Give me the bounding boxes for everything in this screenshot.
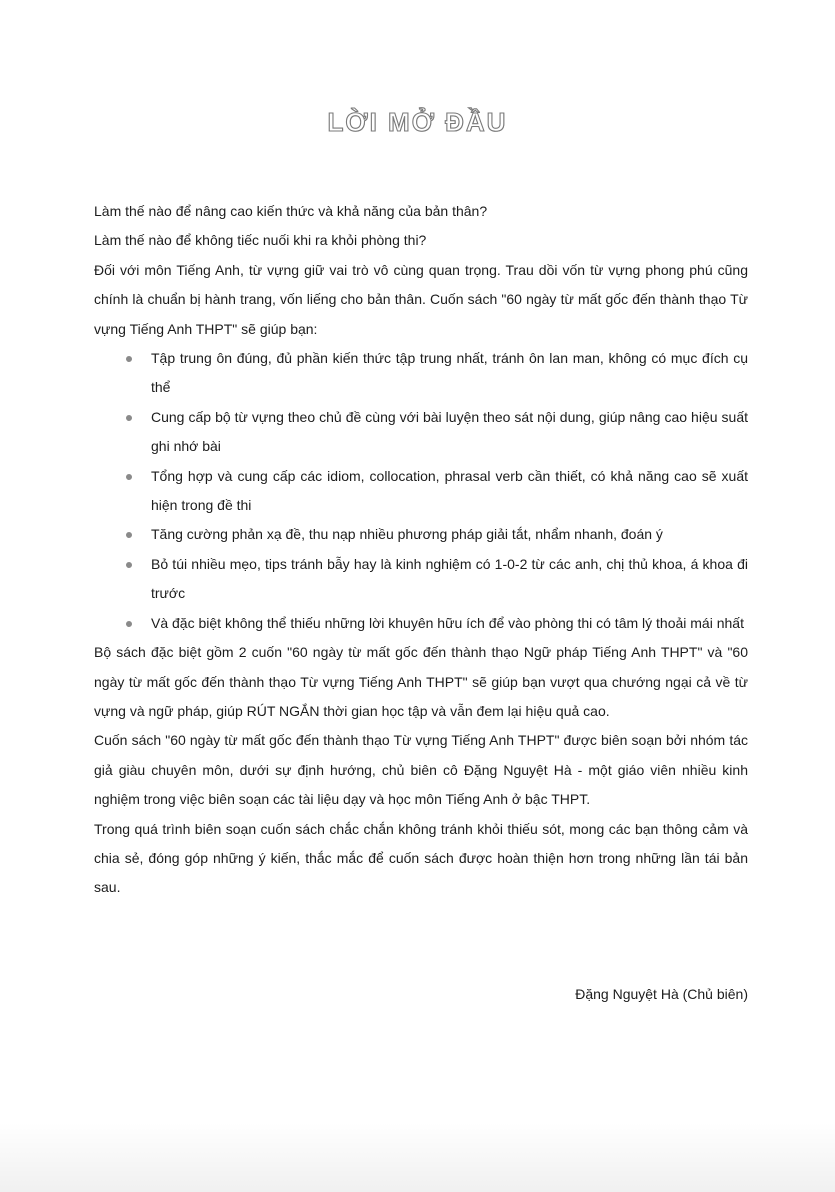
page-shadow xyxy=(0,1122,835,1192)
bullet-icon xyxy=(126,532,132,538)
bullet-icon xyxy=(126,562,132,568)
series-paragraph: Bộ sách đặc biệt gồm 2 cuốn "60 ngày từ mất gốc đến thành thạo Ngữ pháp Tiếng Anh THPT" và "60 ngày từ mất gốc đến thành thạo Từ vựng Tiếng Anh THPT" sẽ giúp bạn vượt qua chướng ngại cả về từ vựng và ngữ pháp, giúp RÚT NGẮN thời gian học tập và vẫn đem lại hiệu quả cao. xyxy=(94,644,748,719)
list-item-text: Tổng hợp và cung cấp các idiom, collocation, phrasal verb cần thiết, có khả năng cao sẽ xuất hiện trong đề thi xyxy=(151,467,748,514)
bullet-icon xyxy=(126,356,132,362)
body-content xyxy=(94,197,748,903)
intro-question-2: Làm thế nào để không tiếc nuối khi ra khỏi phòng thi? xyxy=(94,232,427,249)
bullet-icon xyxy=(126,474,132,480)
bullet-icon xyxy=(126,621,132,627)
list-item xyxy=(94,344,748,403)
list-item xyxy=(94,520,748,549)
intro-question-1: Làm thế nào để nâng cao kiến thức và khả năng của bản thân? xyxy=(94,203,488,219)
bullet-icon xyxy=(126,415,132,421)
list-item xyxy=(94,550,748,609)
author-paragraph: Cuốn sách "60 ngày từ mất gốc đến thành thạo Từ vựng Tiếng Anh THPT" được biên soạn bởi nhóm tác giả giàu chuyên môn, dưới sự định hướng, chủ biên cô Đặng Nguyệt Hà - một giáo viên nhiều kinh nghiệm trong việc biên soạn các tài liệu dạy và học môn Tiếng Anh ở bậc THPT. xyxy=(94,732,748,808)
list-item-text: Bỏ túi nhiều mẹo, tips tránh bẫy hay là kinh nghiệm có 1-0-2 từ các anh, chị thủ khoa, á khoa đi trước xyxy=(151,555,748,602)
list-item xyxy=(94,609,748,638)
benefit-list xyxy=(94,344,748,638)
page-title: LỜI MỞ ĐẦU xyxy=(327,107,508,137)
list-item-text: Và đặc biệt không thể thiếu những lời khuyên hữu ích để vào phòng thi có tâm lý thoải mái nhất xyxy=(151,614,744,631)
list-item-text: Tăng cường phản xạ đề, thu nạp nhiều phương pháp giải tắt, nhẩm nhanh, đoán ý xyxy=(151,526,663,543)
list-item-text: Tập trung ôn đúng, đủ phần kiến thức tập trung nhất, tránh ôn lan man, không có mục đích cụ thể xyxy=(151,350,748,396)
closing-paragraph: Trong quá trình biên soạn cuốn sách chắc chắn không tránh khỏi thiếu sót, mong các bạn thông cảm và chia sẻ, đóng góp những ý kiến, thắc mắc để cuốn sách được hoàn thiện hơn trong những lần tái bản sau. xyxy=(94,820,748,896)
list-item xyxy=(94,403,748,462)
lead-paragraph: Đối với môn Tiếng Anh, từ vựng giữ vai trò vô cùng quan trọng. Trau dồi vốn từ vựng phong phú cũng chính là chuẩn bị hành trang, vốn liếng cho bản thân. Cuốn sách "60 ngày từ mất gốc đến thành thạo Từ vựng Tiếng Anh THPT" sẽ giúp bạn: xyxy=(94,261,748,337)
list-item xyxy=(94,462,748,521)
list-item-text: Cung cấp bộ từ vựng theo chủ đề cùng với bài luyện theo sát nội dung, giúp nâng cao hiệu suất ghi nhớ bài xyxy=(151,408,748,455)
signature: Đặng Nguyệt Hà (Chủ biên) xyxy=(575,986,748,1002)
